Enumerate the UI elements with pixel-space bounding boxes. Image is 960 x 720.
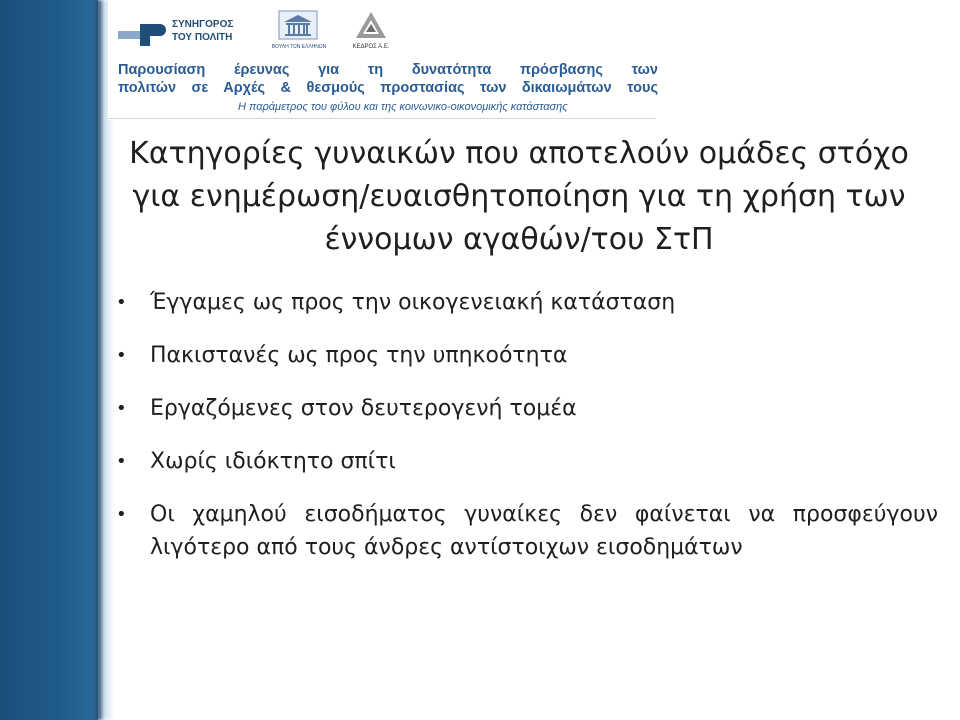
side-decorative-band <box>0 0 98 720</box>
bullet-icon: • <box>116 504 127 525</box>
bullet-icon: • <box>116 292 127 313</box>
vouli-logo-text: ΒΟΥΛΗ ΤΩΝ ΕΛΛΗΝΩΝ <box>271 44 327 50</box>
header-banner <box>108 0 656 120</box>
list-item <box>112 392 938 425</box>
synigoros-logo <box>118 14 248 54</box>
bullet-icon: • <box>116 398 127 419</box>
banner-divider <box>108 118 656 119</box>
side-band-shadow <box>96 0 102 720</box>
list-item-text: Χωρίς ιδιόκτητο σπίτι <box>150 449 396 474</box>
banner-subtitle: Η παράμετρος του φύλου και της κοινωνικο-οικονομικής κατάστασης <box>238 101 568 113</box>
bullet-list <box>112 286 938 584</box>
synigoros-logo-text <box>172 18 233 44</box>
banner-title-line2: πολιτών σε Αρχές & θεσμούς προστασίας των δικαιωμάτων τους <box>118 80 658 96</box>
synigoros-logo-line1: ΣΥΝΗΓΟΡΟΣ <box>172 19 234 30</box>
kedros-logo-text: ΚΕΔΡΟΣ Α.Ε. <box>352 44 390 50</box>
bullet-icon: • <box>116 451 127 472</box>
list-item <box>112 445 938 478</box>
list-item-text: Έγγαμες ως προς την οικογενειακή κατάσταση <box>150 290 676 315</box>
list-item <box>112 339 938 372</box>
bullet-icon: • <box>116 345 127 366</box>
logo-row <box>118 8 418 56</box>
synigoros-logo-line2: ΤΟΥ ΠΟΛΙΤΗ <box>172 32 233 43</box>
list-item <box>112 286 938 319</box>
kedros-triangle-icon <box>354 10 388 40</box>
list-item <box>112 498 938 564</box>
list-item-text: Εργαζόμενες στον δευτερογενή τομέα <box>150 396 577 421</box>
vouli-logo <box>268 10 330 54</box>
synigoros-logo-icon <box>118 22 166 48</box>
kedros-logo <box>346 10 396 54</box>
list-item-text: Πακιστανές ως προς την υπηκοότητα <box>150 343 568 368</box>
parliament-building-icon <box>278 10 318 40</box>
list-item-text: Οι χαμηλού εισοδήματος γυναίκες δεν φαίνεται να προσφεύγουν λιγότερο από τους άνδρες αντίστοιχων εισοδημάτων <box>150 502 938 560</box>
banner-title-line1: Παρουσίαση έρευνας για τη δυνατότητα πρόσβασης των <box>118 62 658 78</box>
slide-title: Κατηγορίες γυναικών που αποτελούν ομάδες στόχο για ενημέρωση/ευαισθητοποίηση για τη χρήση των έννομων αγαθών/του ΣτΠ <box>129 136 909 257</box>
